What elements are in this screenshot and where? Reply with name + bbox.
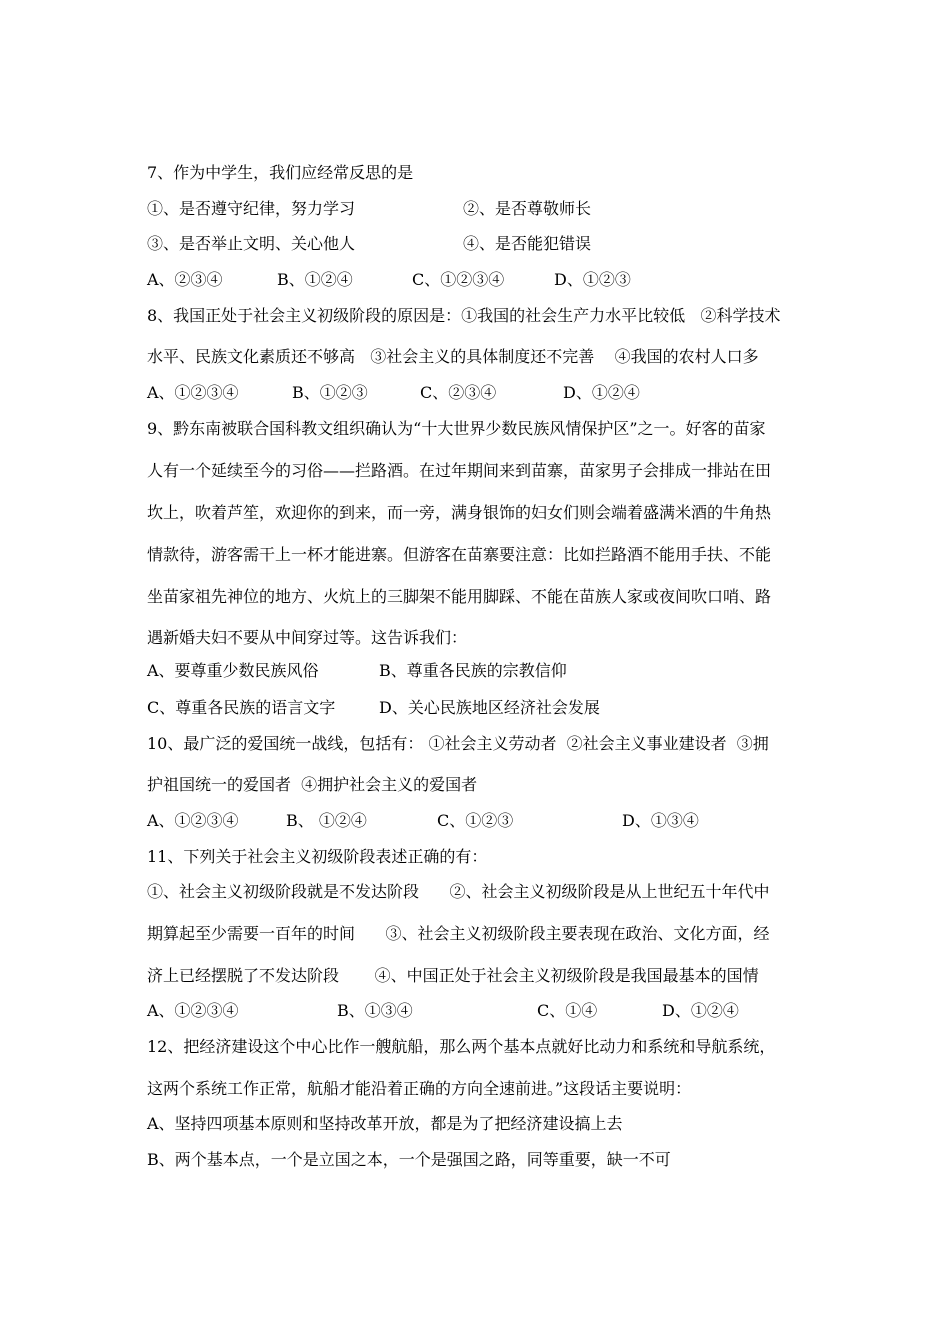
q10-line-1: 10、最广泛的爱国统一战线，包括有： ①社会主义劳动者 ②社会主义事业建设者 ③拥 — [147, 734, 769, 753]
q11-option-c: C、①④ — [537, 1001, 598, 1020]
q9-option-c: C、尊重各民族的语言文字 — [147, 698, 336, 717]
q7-option-a: A、②③④ — [147, 270, 223, 289]
q7-option-d: D、①②③ — [554, 270, 631, 289]
q12-option-a: A、坚持四项基本原则和坚持改革开放，都是为了把经济建设搞上去 — [147, 1114, 623, 1133]
q7-option-c: C、①②③④ — [412, 270, 505, 289]
q9-line-5: 坐苗家祖先神位的地方、火炕上的三脚架不能用脚踩、不能在苗族人家或夜间吹口哨、路 — [147, 587, 772, 606]
q9-line-4: 情款待，游客需干上一杯才能进寨。但游客在苗寨要注意：比如拦路酒不能用手扶、不能 — [147, 545, 772, 564]
q12-line-1: 12、把经济建设这个中心比作一艘航船，那么两个基本点就好比动力和系统和导航系统， — [147, 1037, 776, 1056]
q8-line-2: 水平、民族文化素质还不够高 ③社会主义的具体制度还不完善 ④我国的农村人口多 — [147, 347, 759, 366]
q9-option-a: A、要尊重少数民族风俗 — [147, 661, 319, 680]
q7-item-4: ④、是否能犯错误 — [463, 234, 592, 253]
q11-line-3: 期算起至少需要一百年的时间 ③、社会主义初级阶段主要表现在政治、文化方面，经 — [147, 924, 770, 943]
q10-option-d: D、①③④ — [622, 811, 699, 830]
q8-option-c: C、②③④ — [420, 383, 497, 402]
q7-item-3: ③、是否举止文明、关心他人 — [147, 234, 356, 253]
q10-line-2: 护祖国统一的爱国者 ④拥护社会主义的爱国者 — [147, 775, 478, 794]
q7-item-2: ②、是否尊敬师长 — [463, 199, 592, 218]
q7-item-1: ①、是否遵守纪律，努力学习 — [147, 199, 356, 218]
q9-line-2: 人有一个延续至今的习俗——拦路酒。在过年期间来到苗寨，苗家男子会排成一排站在田 — [147, 461, 772, 480]
q11-option-b: B、①③④ — [337, 1001, 413, 1020]
q12-option-b: B、两个基本点，一个是立国之本，一个是强国之路，同等重要，缺一不可 — [147, 1150, 671, 1169]
q11-option-a: A、①②③④ — [147, 1001, 239, 1020]
q8-option-a: A、①②③④ — [147, 383, 239, 402]
q10-option-b: B、 ①②④ — [286, 811, 367, 830]
q9-line-3: 坎上，吹着芦笙，欢迎你的到来，而一旁，满身银饰的妇女们则会端着盛满米酒的牛角热 — [147, 503, 772, 522]
q8-option-d: D、①②④ — [563, 383, 640, 402]
q8-options — [147, 383, 767, 503]
q10-option-a: A、①②③④ — [147, 811, 239, 830]
q11-options — [147, 1001, 767, 1121]
q10-options — [147, 811, 767, 931]
q7-stem: 7、作为中学生，我们应经常反思的是 — [147, 163, 414, 182]
q11-line-4: 济上已经摆脱了不发达阶段 ④、中国正处于社会主义初级阶段是我国最基本的国情 — [147, 966, 759, 985]
q8-option-b: B、①②③ — [292, 383, 368, 402]
q11-option-d: D、①②④ — [662, 1001, 739, 1020]
q11-line-2: ①、社会主义初级阶段就是不发达阶段 ②、社会主义初级阶段是从上世纪五十年代中 — [147, 882, 770, 901]
q12-line-2: 这两个系统工作正常，航船才能沿着正确的方向全速前进。”这段话主要说明： — [147, 1079, 692, 1098]
q8-line-1: 8、我国正处于社会主义初级阶段的原因是：①我国的社会生产力水平比较低 ②科学技术 — [147, 306, 781, 325]
q7-options — [147, 270, 767, 390]
q10-option-c: C、①②③ — [437, 811, 514, 830]
q9-line-6: 遇新婚夫妇不要从中间穿过等。这告诉我们： — [147, 628, 468, 647]
q9-option-b: B、尊重各民族的宗教信仰 — [379, 661, 567, 680]
q9-line-1: 9、黔东南被联合国科教文组织确认为“十大世界少数民族风情保护区”之一。好客的苗家 — [147, 419, 766, 438]
q7-option-b: B、①②④ — [277, 270, 353, 289]
q9-option-d: D、关心民族地区经济社会发展 — [379, 698, 600, 717]
q11-line-1: 11、下列关于社会主义初级阶段表述正确的有： — [147, 847, 488, 866]
